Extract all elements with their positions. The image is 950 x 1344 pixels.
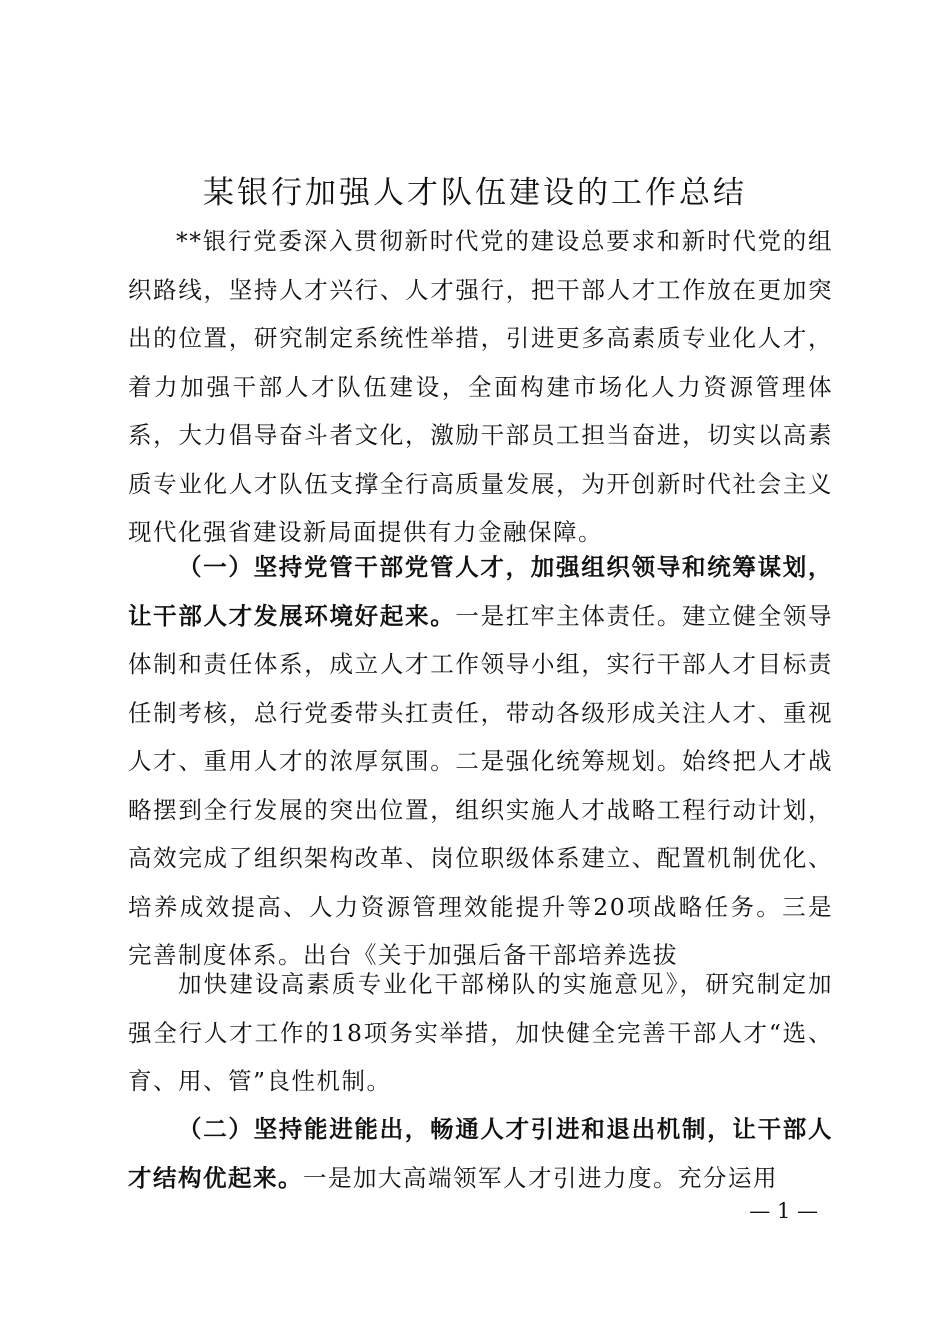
intro-paragraph: **银行党委深入贯彻新时代党的建设总要求和新时代党的组织路线，坚持人才兴行、人才强行，把干部人才工作放在更加突出的位置，研究制定系统性举措，引进更多高素质专业化人才，着力加强干部人才队伍建设，全面构建市场化人力资源管理体系，大力倡导奋斗者文化，激励干部员工担当奋进，切实以高素质专业化人才队伍支撑全行高质量发展，为开创新时代社会主义现代化强省建设新局面提供有力金融保障。 xyxy=(128,227,833,546)
section-1-paragraph xyxy=(128,543,833,980)
page-number: — 1 — xyxy=(749,1199,818,1223)
document-title: 某银行加强人才队伍建设的工作总结 xyxy=(203,175,747,211)
section-2-paragraph xyxy=(128,1105,833,1202)
section-2-body: 一是加大高端领军人才引进力度。充分运用 xyxy=(303,1163,778,1192)
section-1-continuation: 加快建设高素质专业化干部梯队的实施意见》，研究制定加强全行人才工作的18项务实举措，加快健全完善干部人才“选、育、用、管”良性机制。 xyxy=(128,970,833,1095)
section-1-heading: （一）坚持党管干部党管人才，加强组织领导和统筹谋划，让干部人才发展环境好起来。 xyxy=(128,553,833,630)
section-2-heading: （二）坚持能进能出，畅通人才引进和退出机制，让干部人才结构优起来。 xyxy=(128,1115,833,1192)
section-1-body: 一是扛牢主体责任。建立健全领导体制和责任体系，成立人才工作领导小组，实行干部人才目标责任制考核，总行党委带头扛责任，带动各级形成关注人才、重视人才、重用人才的浓厚氛围。二是强化统筹规划。始终把人才战略摆到全行发展的突出位置，组织实施人才战略工程行动计划，高效完成了组织架构改革、岗位职级体系建立、配置机制优化、培养成效提高、人力资源管理效能提升等20项战略任务。三是完善制度体系。出台《关于加强后备干部培养选拔 xyxy=(128,601,834,969)
